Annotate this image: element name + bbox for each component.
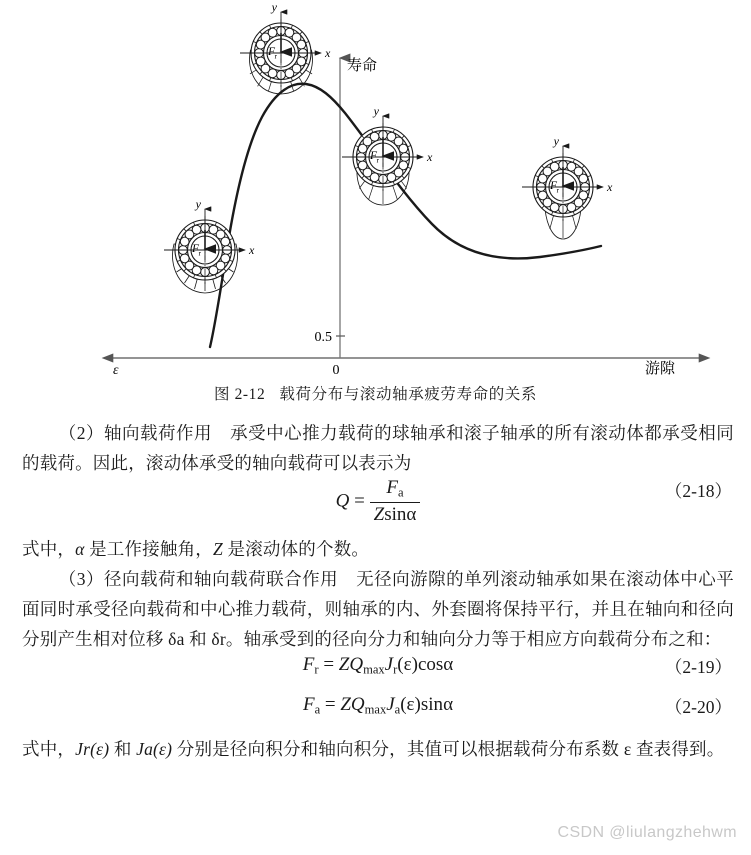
eq220-equals: =	[324, 694, 336, 715]
equation-2-19-number: （2-19）	[664, 657, 732, 677]
eq218-den-alpha: α	[406, 503, 417, 525]
radial-force-sub: r	[198, 248, 201, 258]
eq219-J-sub: r	[393, 662, 398, 677]
equation-2-20-row	[22, 694, 734, 734]
bearing-lower-left	[164, 197, 255, 293]
paragraph-3: （3）径向载荷和轴向载荷联合作用 无径向游隙的单列滚动轴承如果在滚动体中心平面同时承受径向载荷和中心推力载荷，则轴承的内、外套圈将保持平行，并且在轴向和径向分别产生相对位移 δa 和 δr。轴承受到的径向分力和轴向分力等于相应方向载荷分布之和：	[22, 569, 734, 649]
bearing-right	[522, 134, 613, 239]
note-post: 是滚动体的个数。	[222, 539, 370, 559]
eq219-lhs-sub: r	[314, 662, 319, 677]
eq218-den-Z: Z	[373, 503, 385, 525]
equation-2-18-number: （2-18）	[664, 481, 732, 501]
bearing-x-label: x	[427, 150, 433, 164]
equation-2-19	[22, 654, 734, 678]
eq219-Z: Z	[338, 654, 350, 675]
note-z: Z	[212, 539, 223, 559]
y-tick-label-0-5: 0.5	[314, 330, 332, 345]
origin-label: 0	[332, 363, 340, 378]
load-distribution-life-chart	[0, 0, 751, 378]
bearing-x-label: x	[249, 243, 255, 257]
eq220-arg: (ε)	[400, 694, 421, 715]
life-vs-clearance-curve	[210, 84, 601, 347]
figure-2-12	[0, 0, 751, 378]
equation-2-18	[22, 478, 734, 527]
bearing-y-label: y	[195, 197, 201, 211]
eq220-Q: Q	[350, 694, 365, 715]
bearing-y-label: y	[373, 104, 379, 118]
eq218-lhs: Q	[335, 490, 350, 512]
paragraph-4	[22, 734, 734, 764]
p4-post: 分别是径向积分和轴向积分，其值可以根据载荷分布系数 ε 查表得到。	[172, 739, 725, 759]
eq220-alpha: α	[443, 694, 454, 715]
p4-mid: 和	[109, 739, 137, 759]
eq220-trig: sin	[420, 694, 444, 715]
figure-caption-text: 载荷分布与滚动轴承疲劳寿命的关系	[279, 386, 537, 403]
radial-force-label: F	[550, 180, 558, 192]
eq220-lhs-sub: a	[314, 702, 321, 717]
note-pre: 式中，	[22, 539, 76, 559]
csdn-watermark: CSDN @liulangzhehwm	[557, 824, 737, 841]
y-axis-label: 寿命	[347, 58, 378, 74]
eq218-equals: =	[354, 490, 365, 512]
bearing-y-label: y	[553, 134, 559, 148]
eq220-J: J	[386, 694, 395, 715]
eq220-lhs: F	[302, 694, 315, 715]
note-mid: 是工作接触角，	[84, 539, 213, 559]
eq219-arg: (ε)	[397, 654, 418, 675]
eq218-denominator	[370, 503, 421, 526]
equation-2-18-row	[22, 478, 734, 534]
eq218-num-F: F	[386, 477, 398, 498]
eq219-lhs: F	[302, 654, 315, 675]
eq218-den-sin: sin	[384, 503, 407, 525]
equation-2-20	[22, 694, 734, 718]
bearing-x-label: x	[607, 180, 613, 194]
figure-number: 图 2-12	[214, 386, 266, 403]
radial-force-sub: r	[556, 185, 559, 195]
eq218-num-sub: a	[398, 485, 404, 500]
x-axis-label: 游隙	[645, 361, 676, 377]
p4-ja: Ja(ε)	[136, 739, 173, 759]
eq219-trig: cos	[417, 654, 444, 675]
bearing-y-label: y	[271, 0, 277, 14]
bearing-x-label: x	[325, 46, 331, 60]
eq220-Z: Z	[340, 694, 351, 715]
bearing-center	[342, 104, 433, 205]
paragraph-2-note	[22, 534, 734, 564]
radial-force-label: F	[192, 243, 200, 255]
document-body	[22, 418, 734, 764]
radial-force-sub: r	[376, 155, 379, 165]
eq218-numerator	[370, 477, 421, 503]
eq220-Q-sub: max	[364, 702, 387, 717]
figure-caption	[0, 382, 751, 404]
p4-pre: 式中，	[22, 739, 76, 759]
eq218-fraction	[370, 477, 421, 526]
p4-jr: Jr(ε)	[75, 739, 110, 759]
radial-force-label: F	[268, 46, 276, 58]
eq219-alpha: α	[443, 654, 454, 675]
x-axis-left-label: ε	[113, 363, 119, 378]
equation-2-19-row	[22, 654, 734, 694]
eq220-J-sub: a	[394, 702, 401, 717]
eq219-Q-sub: max	[363, 662, 385, 677]
note-alpha: α	[75, 539, 85, 559]
eq219-J: J	[384, 654, 394, 675]
radial-force-label: F	[370, 150, 378, 162]
eq219-Q: Q	[349, 654, 364, 675]
paragraph-2: （2）轴向载荷作用 承受中心推力载荷的球轴承和滚子轴承的所有滚动体都承受相同的载荷。因此，滚动体承受的轴向载荷可以表示为	[22, 423, 734, 473]
eq219-equals: =	[323, 654, 335, 675]
radial-force-sub: r	[274, 51, 277, 61]
bearing-top-left	[240, 0, 331, 94]
equation-2-20-number: （2-20）	[664, 697, 732, 717]
